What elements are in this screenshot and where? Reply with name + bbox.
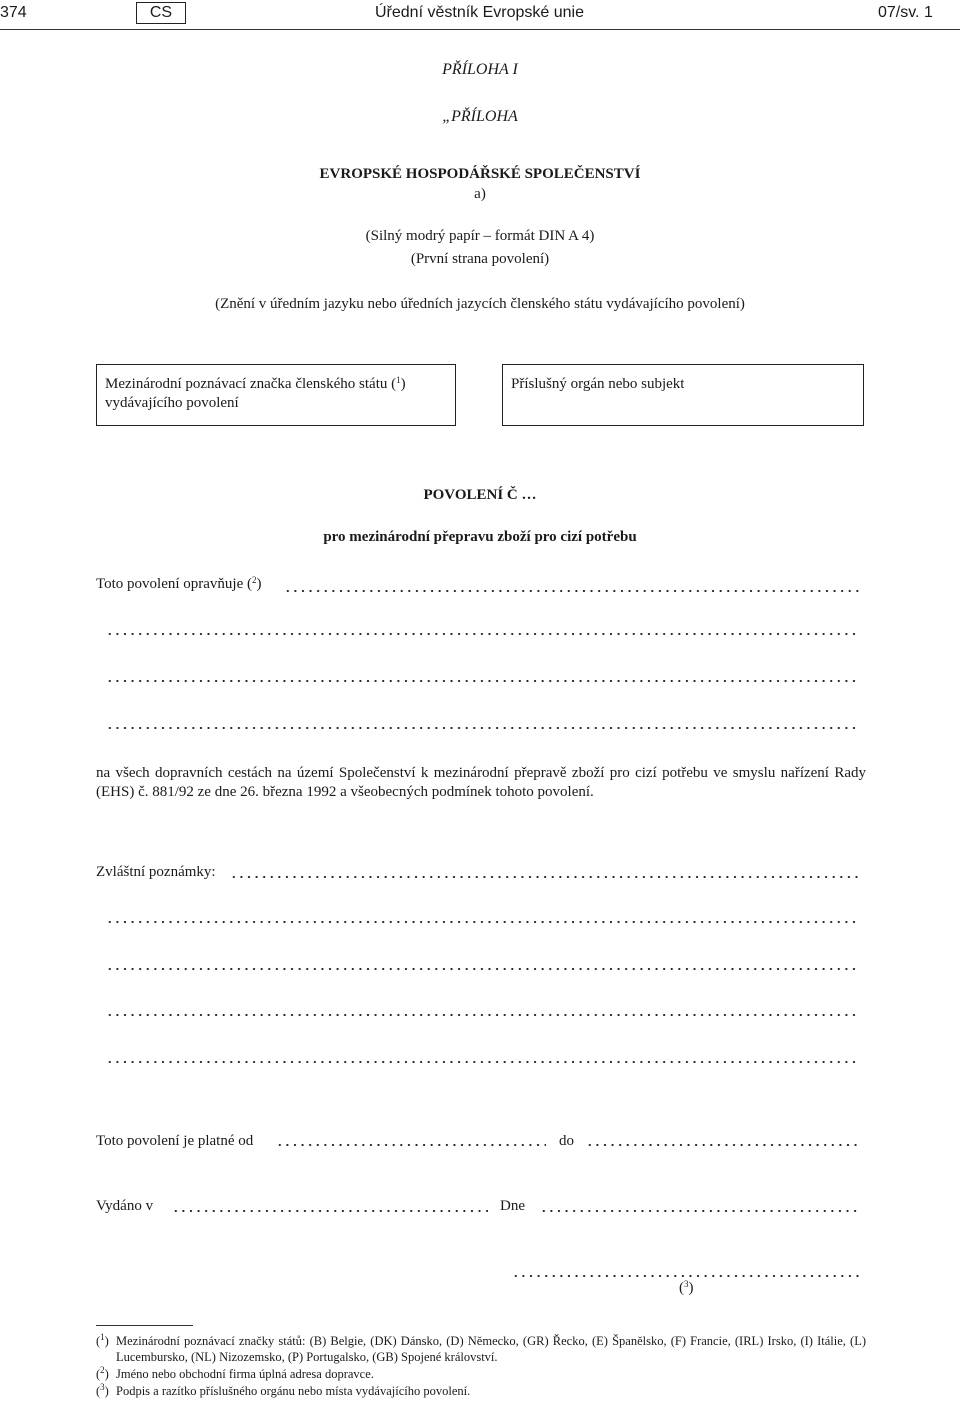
footnote-ref-3: 3 [684,1279,689,1289]
footnote-text: Podpis a razítko příslušného orgánu nebo místa vydávajícího povolení. [116,1384,471,1398]
community-heading: EVROPSKÉ HOSPODÁŘSKÉ SPOLEČENSTVÍ [319,166,641,182]
entitles-dotted-line[interactable] [284,590,860,592]
member-state-box-paren: ) [400,376,406,392]
annex-label: PŘÍLOHA I [442,61,518,78]
authority-box [502,364,864,426]
footnote-number: ($^1$) [96,1332,109,1348]
journal-title: Úřední věstník Evropské unie [375,4,584,21]
footnote-rule [96,1325,193,1326]
entitles-dotted-line[interactable] [106,633,860,635]
first-page-note: (První strana povolení) [410,251,550,267]
authority-box-text: Příslušný orgán nebo subjekt [511,376,685,392]
header-rule [0,29,960,30]
entitles-dotted-line[interactable] [106,727,860,729]
date-label: Dne [500,1198,525,1214]
issued-at-label: Vydáno v [96,1198,154,1214]
remarks-dotted-line[interactable] [106,1014,860,1016]
footnote-number-1: 1 [100,1332,105,1342]
entitles-label-paren: ) [256,576,262,592]
member-state-box [96,364,456,426]
remarks-dotted-line[interactable] [106,1061,860,1063]
member-state-box-text-2: vydávajícího povolení [105,395,239,411]
remarks-dotted-line[interactable] [106,921,860,923]
annex-quote-label: „PŘÍLOHA [442,108,518,125]
entitles-label [96,576,262,593]
footnote-number: ($^3$) [96,1382,109,1398]
volume-label: 07/sv. 1 [878,4,933,21]
date-dotted-line[interactable] [540,1210,860,1212]
scope-paragraph: na všech dopravních cestách na území Společenství k mezinárodní přepravě zboží pro cizí potřebu ve smyslu nařízení Rady (EHS) č. 881/92 ze dne 26. března 1992 a všeobecných podmínek tohoto povolení. [96,765,866,800]
footnote-text: Mezinárodní poznávací značky států: (B) Belgie, (DK) Dánsko, (D) Německo, (GR) Řecko, (E) Španělsko, (F) Francie, (IRL) Irsko, (I) Itálie, (L) Lucembursko, (NL) Nizozemsko, (P) Portugalsko, (GB) Spojené království. [116,1334,866,1364]
footnote [96,1383,866,1399]
signature-paren-open: ( [679,1280,684,1296]
signature-paren-close: ) [688,1280,694,1296]
entitles-label-text: Toto povolení opravňuje ( [96,576,252,592]
page-number: 374 [0,4,27,21]
entitles-dotted-line[interactable] [106,680,860,682]
permit-subtitle: pro mezinárodní přepravu zboží pro cizí potřebu [323,529,637,545]
footnote-number-3: 3 [100,1382,105,1392]
language-note: (Znění v úředním jazyku nebo úředních jazycích členského státu vydávajícího povolení) [215,296,745,312]
signature-dotted-line[interactable] [512,1275,860,1277]
paper-spec: (Silný modrý papír – formát DIN A 4) [365,228,595,244]
footnote [96,1366,866,1382]
remarks-dotted-line[interactable] [106,968,860,970]
valid-from-dotted-line[interactable] [276,1144,546,1146]
member-state-box-text: Mezinárodní poznávací značka členského státu ( [105,376,397,392]
footnote-ref-2: 2 [252,575,257,585]
remarks-label: Zvláštní poznámky: [96,864,216,880]
remarks-dotted-line[interactable] [230,876,860,878]
footnote-text: Jméno nebo obchodní firma úplná adresa dopravce. [116,1367,374,1381]
valid-to-dotted-line[interactable] [586,1144,860,1146]
footnote-number: ($^2$) [96,1365,109,1381]
footnote-number-2: 2 [100,1365,105,1375]
item-label: a) [474,186,486,202]
footnote [96,1333,866,1365]
signature-note [679,1280,694,1297]
valid-from-label: Toto povolení je platné od [96,1133,254,1149]
footnote-ref-1: 1 [396,375,401,385]
language-badge: CS [136,2,186,24]
issued-at-dotted-line[interactable] [172,1210,488,1212]
permit-title: POVOLENÍ Č … [423,487,537,503]
valid-to-label: do [559,1133,574,1149]
